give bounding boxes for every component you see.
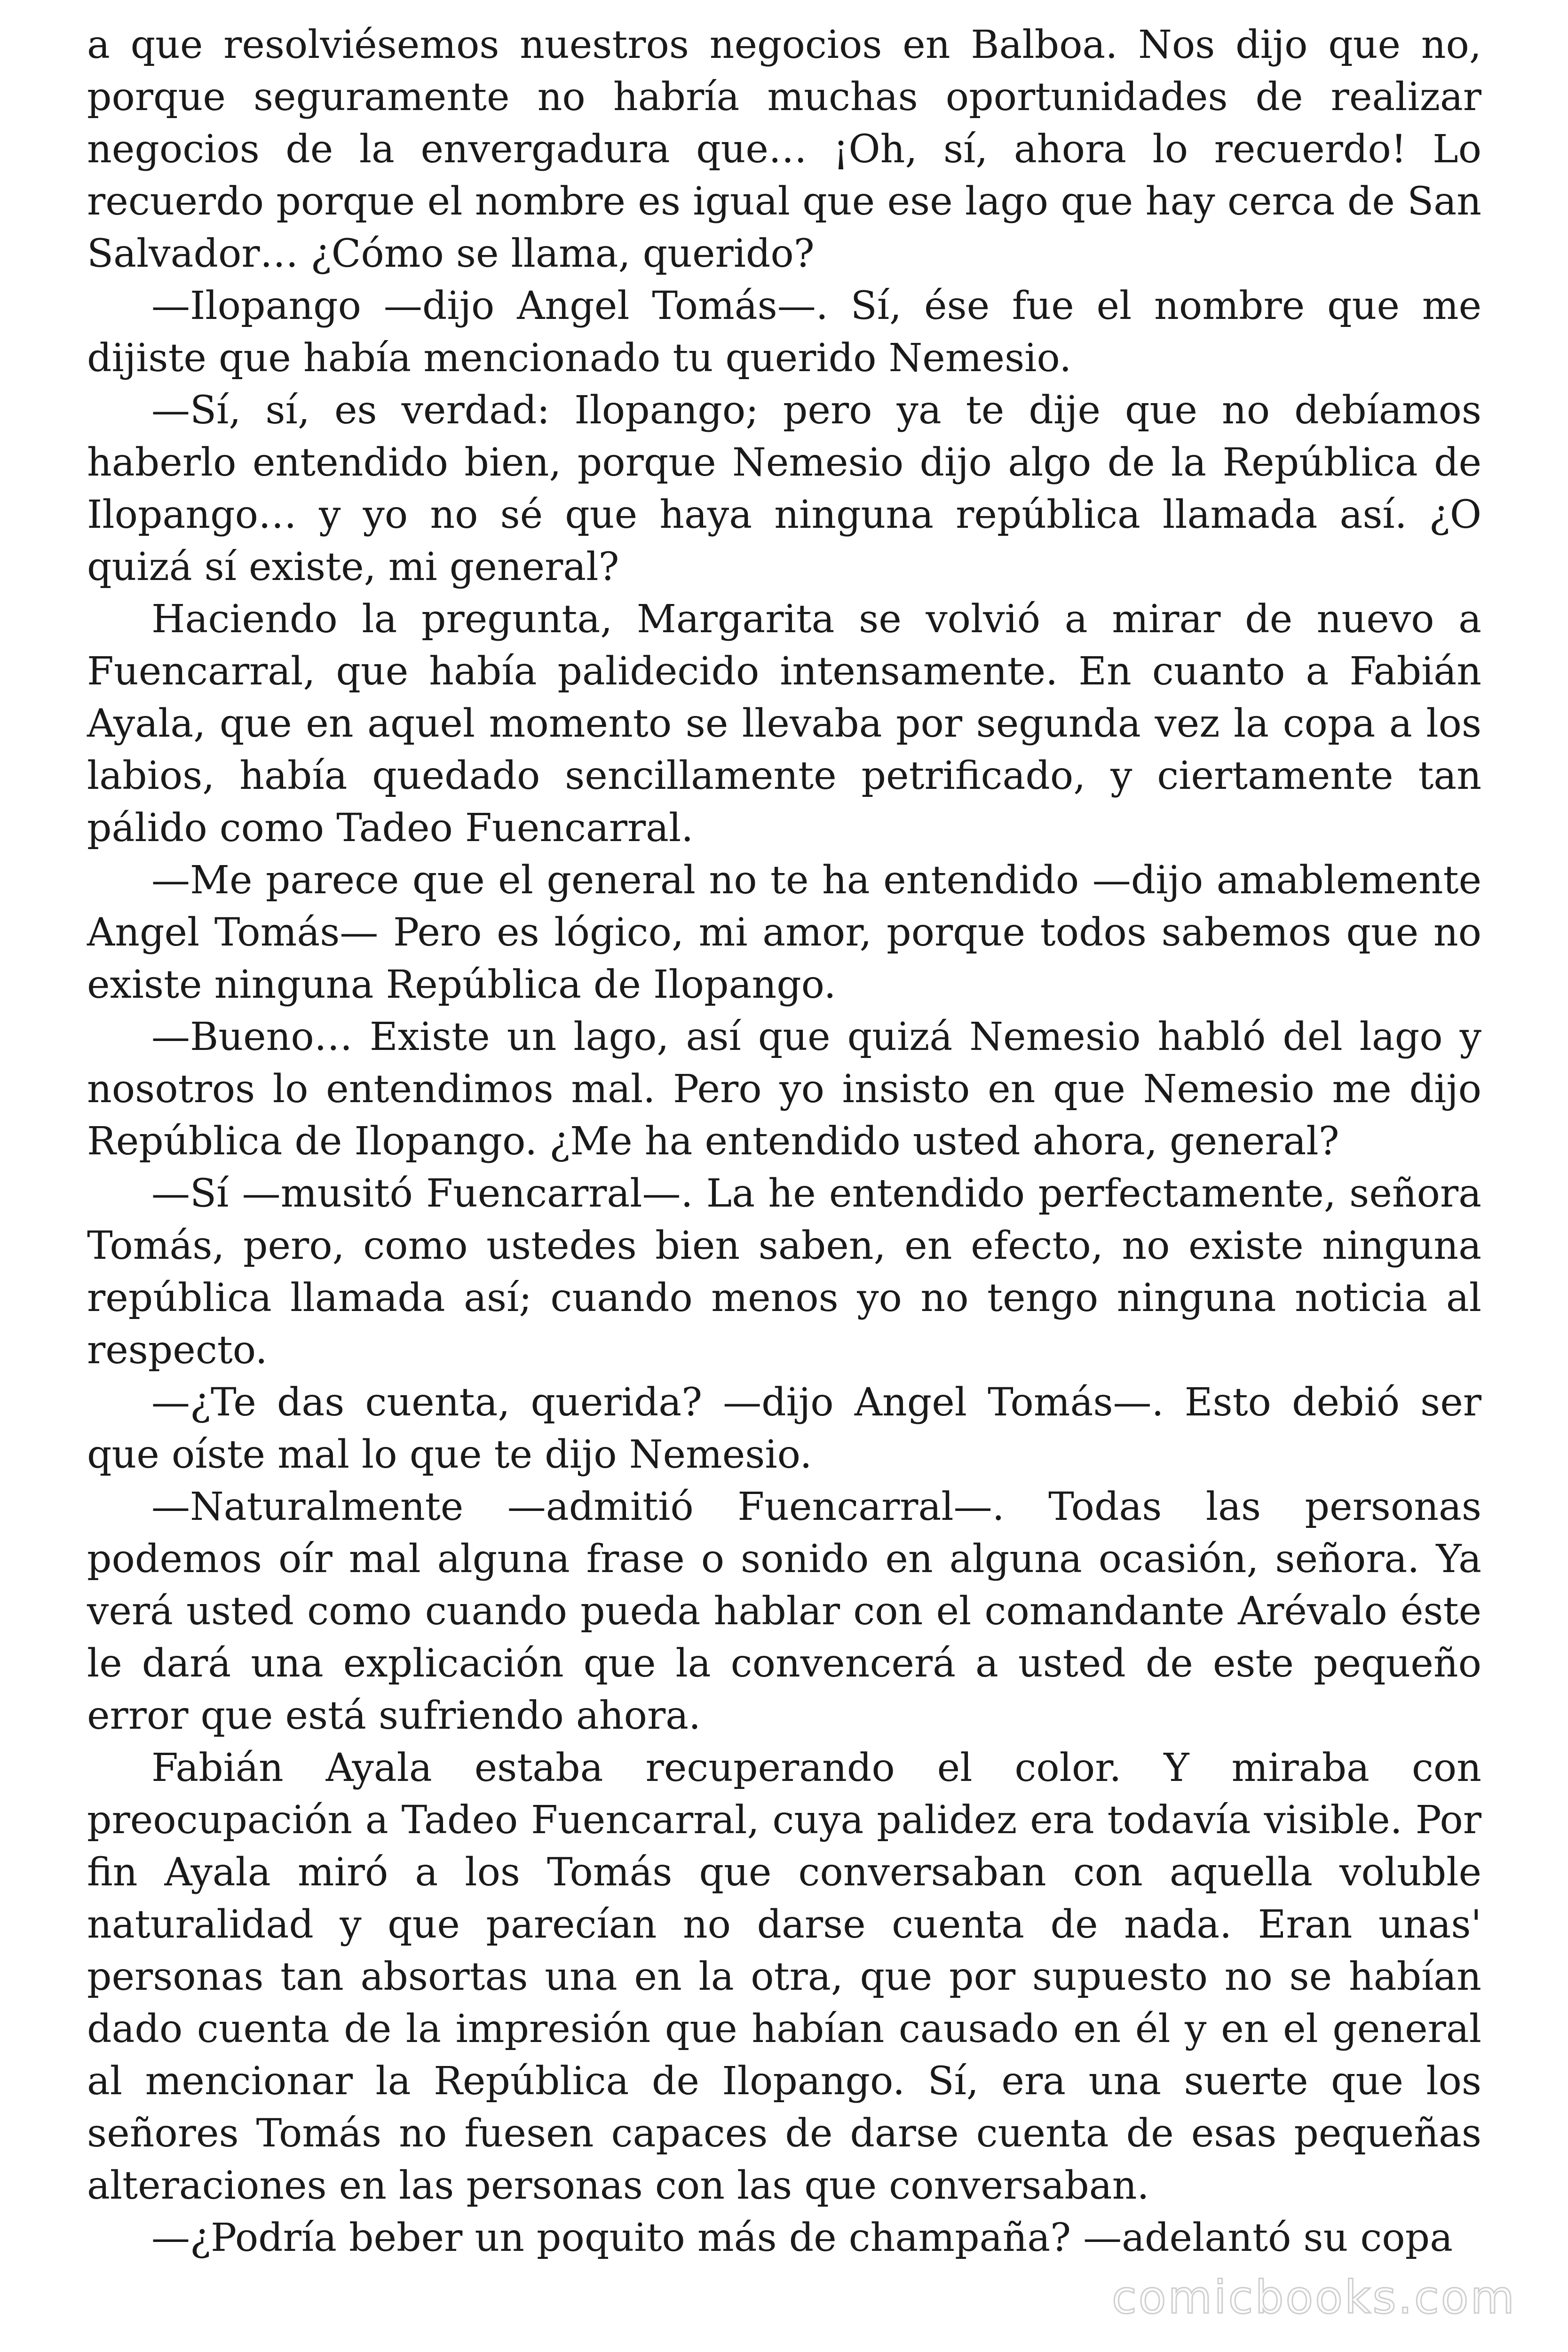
book-page-text bbox=[87, 19, 1481, 2264]
paragraph-11: —¿Podría beber un poquito más de champaña? —adelantó su copa bbox=[151, 2216, 1453, 2260]
paragraph-6: —Bueno… Existe un lago, así que quizá Nemesio habló del lago y nosotros lo entendimos mal. Pero yo insisto en que Nemesio me dijo República de Ilopango. ¿Me ha entendido usted ahora, general? bbox=[87, 1015, 1481, 1164]
watermark: comicbooks.com bbox=[1111, 2271, 1516, 2324]
paragraph-2: —Ilopango —dijo Angel Tomás—. Sí, ése fue el nombre que me dijiste que había mencionado tu querido Nemesio. bbox=[87, 284, 1481, 381]
paragraph-10: Fabián Ayala estaba recuperando el color. Y miraba con preocupación a Tadeo Fuencarral, cuya palidez era todavía visible. Por fin Ayala miró a los Tomás que conversaban con aquella voluble naturalidad y que parecían no darse cuenta de nada. Eran unas' personas tan absortas una en la otra, que por supuesto no se habían dado cuenta de la impresión que habían causado en él y en el general al mencionar la República de Ilopango. Sí, era una suerte que los señores Tomás no fuesen capaces de darse cuenta de esas pequeñas alteraciones en las personas con las que conversaban. bbox=[87, 1746, 1481, 2208]
paragraph-3: —Sí, sí, es verdad: Ilopango; pero ya te dije que no debíamos haberlo entendido bien, porque Nemesio dijo algo de la República de Ilopango… y yo no sé que haya ninguna república llamada así. ¿O quizá sí existe, mi general? bbox=[87, 388, 1481, 589]
paragraph-7: —Sí —musitó Fuencarral—. La he entendido perfectamente, señora Tomás, pero, como ustedes bien saben, en efecto, no existe ninguna república llamada así; cuando menos yo no tengo ninguna noticia al respecto. bbox=[87, 1171, 1481, 1373]
paragraph-5: —Me parece que el general no te ha entendido —dijo amablemente Angel Tomás— Pero es lógico, mi amor, porque todos sabemos que no existe ninguna República de Ilopango. bbox=[87, 858, 1481, 1007]
paragraph-9: —Naturalmente —admitió Fuencarral—. Todas las personas podemos oír mal alguna frase o sonido en alguna ocasión, señora. Ya verá usted como cuando pueda hablar con el comandante Arévalo éste le dará una explicación que la convencerá a usted de este pequeño error que está sufriendo ahora. bbox=[87, 1485, 1481, 1738]
paragraph-1: a que resolviésemos nuestros negocios en Balboa. Nos dijo que no, porque seguramente no habría muchas oportunidades de realizar negocios de la envergadura que… ¡Oh, sí, ahora lo recuerdo! Lo recuerdo porque el nombre es igual que ese lago que hay cerca de San Salvador… ¿Cómo se llama, querido? bbox=[87, 23, 1481, 276]
paragraph-8: —¿Te das cuenta, querida? —dijo Angel Tomás—. Esto debió ser que oíste mal lo que te dijo Nemesio. bbox=[87, 1380, 1481, 1477]
paragraph-4: Haciendo la pregunta, Margarita se volvió a mirar de nuevo a Fuencarral, que había palidecido intensamente. En cuanto a Fabián Ayala, que en aquel momento se llevaba por segunda vez la copa a los labios, había quedado sencillamente petrificado, y ciertamente tan pálido como Tadeo Fuencarral. bbox=[87, 597, 1481, 850]
